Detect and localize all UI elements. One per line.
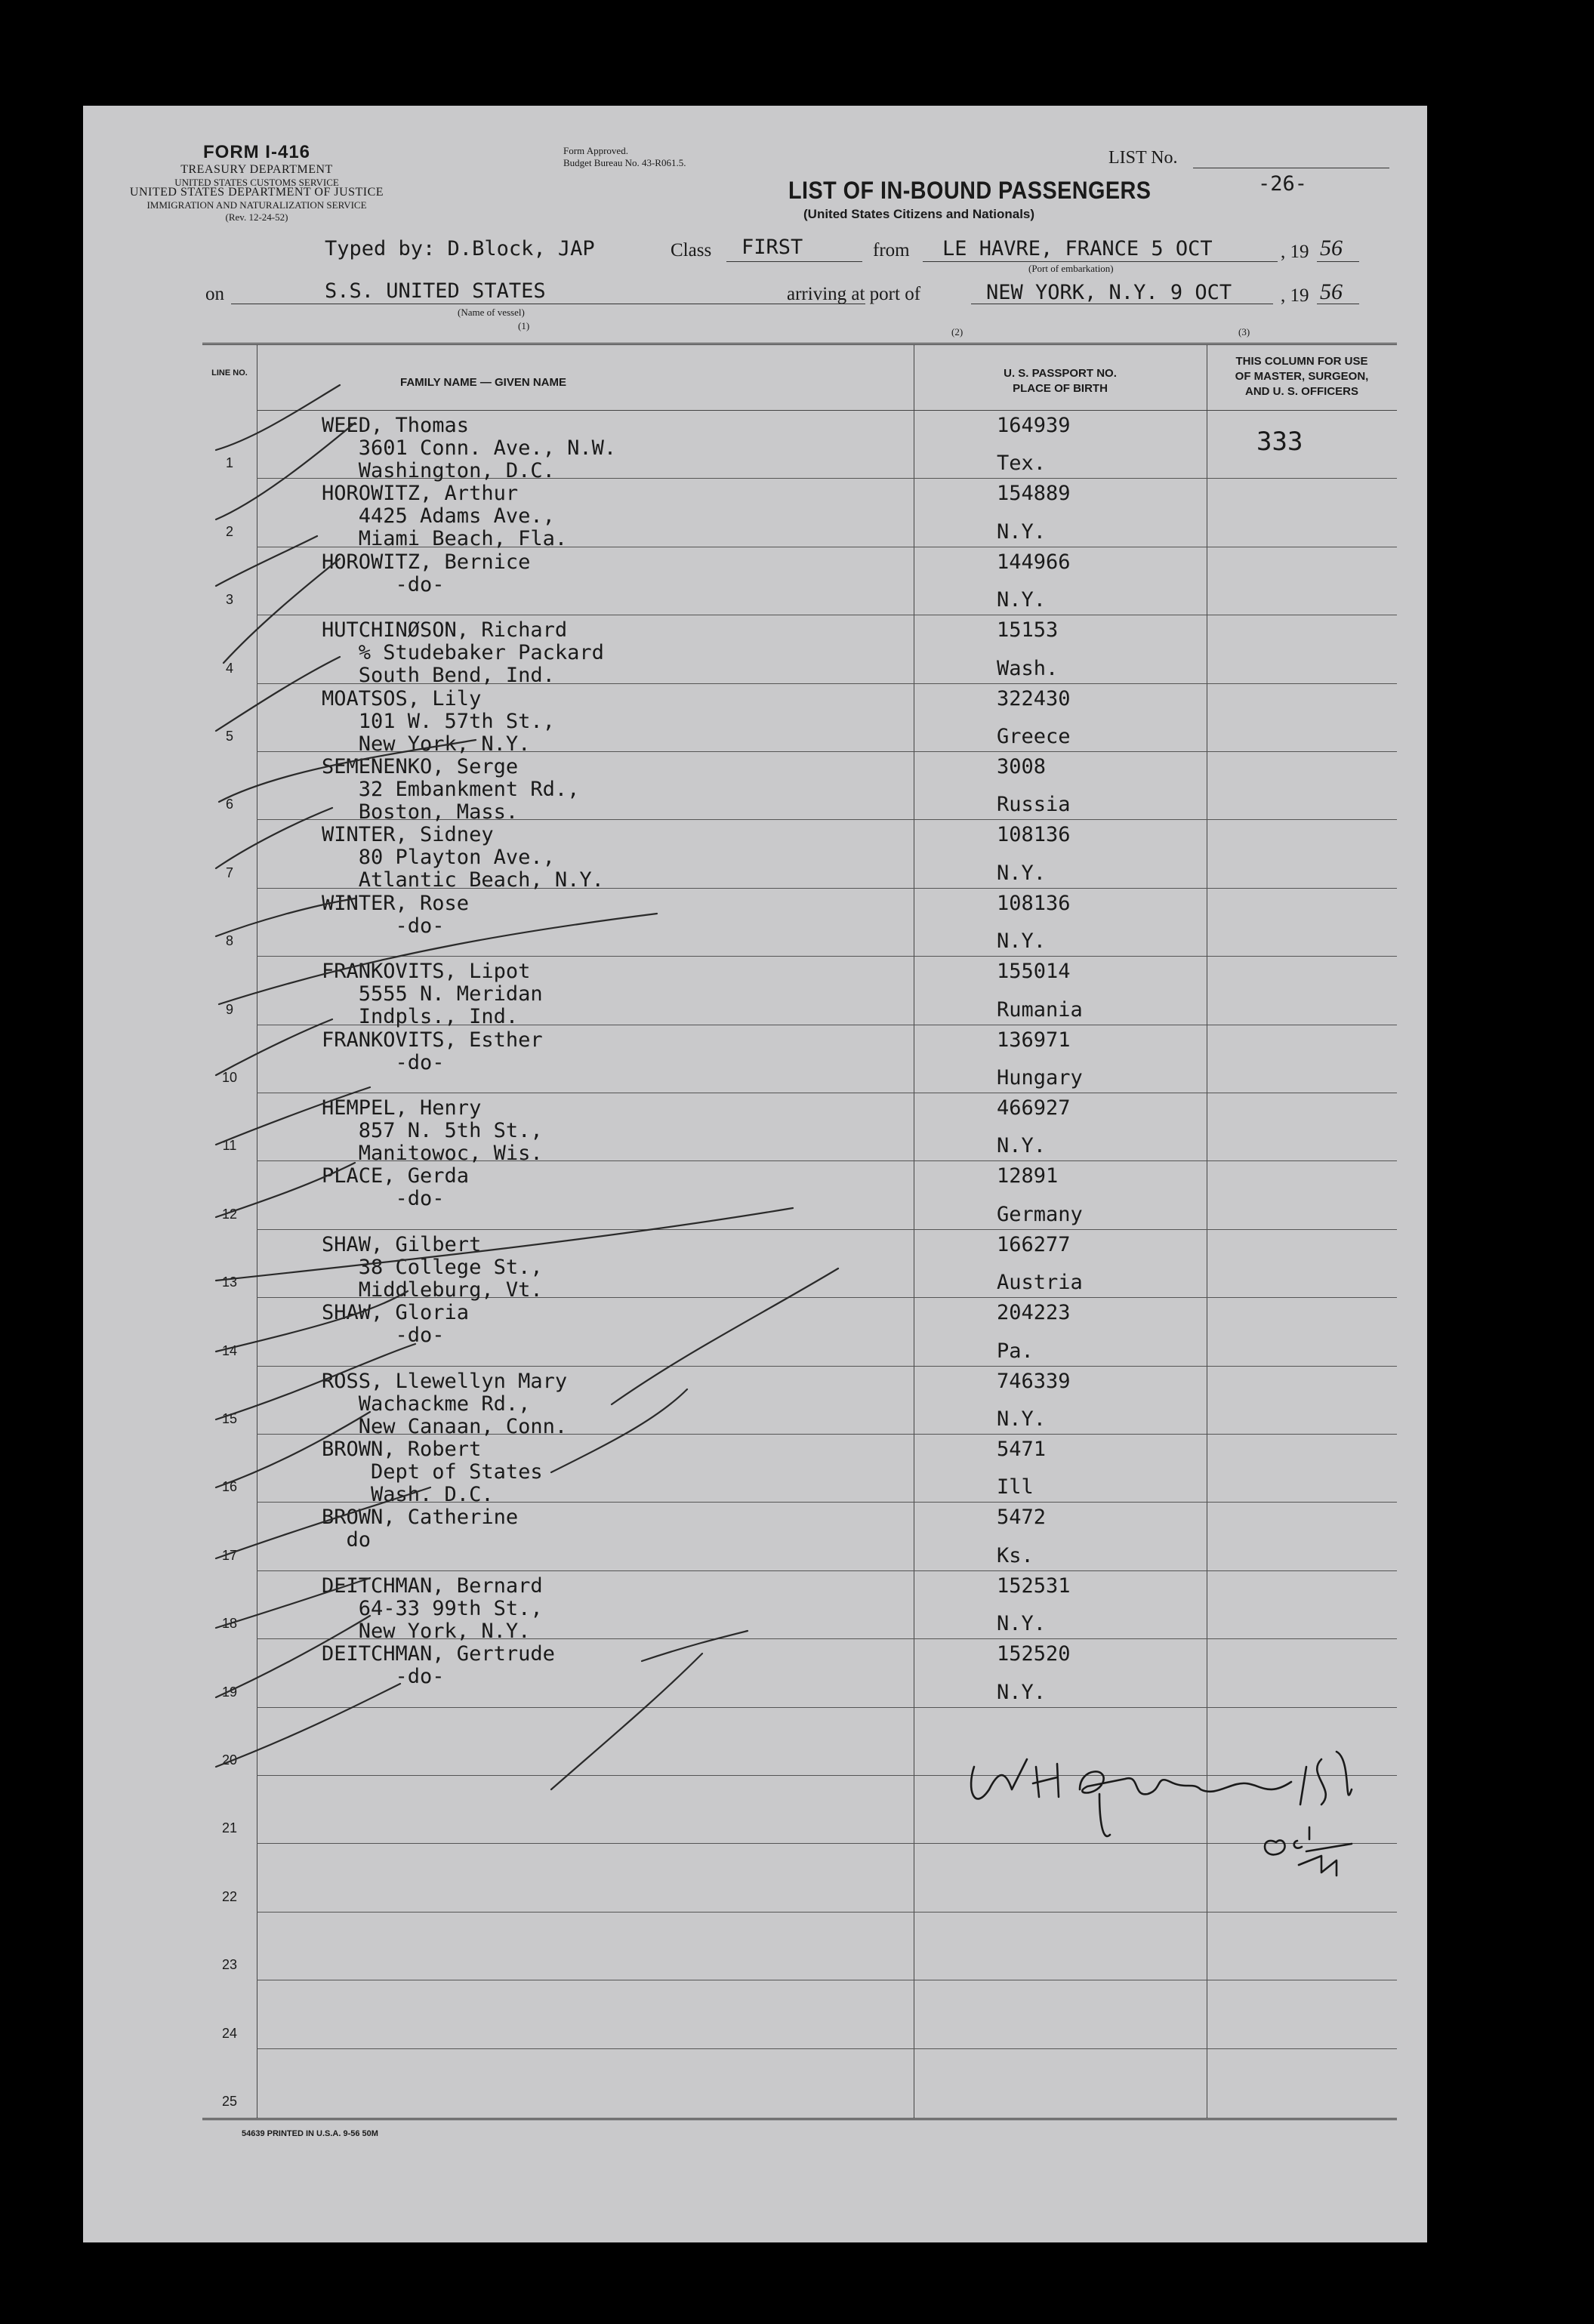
col-header-name: FAMILY NAME — GIVEN NAME xyxy=(399,376,567,389)
officer-note-333: 333 xyxy=(1256,427,1303,457)
passport-number: 746339 xyxy=(997,1369,1071,1393)
passenger-address-line: 64-33 99th St., xyxy=(322,1596,543,1620)
passenger-address-line: % Studebaker Packard xyxy=(322,641,604,665)
passenger-address-line: 101 W. 57th St., xyxy=(322,709,555,733)
from-underline xyxy=(923,261,1278,262)
col2-marker: (2) xyxy=(951,326,963,338)
passenger-name-address xyxy=(322,619,604,687)
department-block-2 xyxy=(106,186,408,223)
passport-number: 15153 xyxy=(997,618,1059,643)
passport-number: 166277 xyxy=(997,1232,1071,1256)
passport-number: 154889 xyxy=(997,482,1071,506)
line-number: 8 xyxy=(225,933,233,949)
passenger-address-line: New Canaan, Conn. xyxy=(322,1414,568,1438)
list-no-value: -26- xyxy=(1258,172,1308,196)
list-no-label: LIST No. xyxy=(1108,148,1178,168)
passenger-name-address xyxy=(322,551,530,596)
passenger-address-line: South Bend, Ind. xyxy=(322,664,555,688)
passenger-address-line: Wachackme Rd., xyxy=(322,1392,531,1416)
place-of-birth: N.Y. xyxy=(997,1680,1047,1704)
typed-by: Typed by: D.Block, JAP xyxy=(325,237,595,260)
class-underline xyxy=(726,261,862,262)
place-of-birth: Germany xyxy=(997,1202,1083,1226)
passenger-name-address xyxy=(322,1165,469,1210)
passenger-address-line: Dept of States xyxy=(322,1460,543,1484)
passenger-name-address xyxy=(322,960,543,1028)
line-number: 4 xyxy=(225,660,233,676)
passenger-address-line: Atlantic Beach, N.Y. xyxy=(322,868,604,892)
year-prefix: , 19 xyxy=(1281,242,1309,262)
passenger-address-line: 857 N. 5th St., xyxy=(322,1119,543,1142)
place-of-birth: Austria xyxy=(997,1271,1083,1295)
header-rule xyxy=(257,410,1397,411)
place-of-birth: Greece xyxy=(997,725,1071,748)
passenger-address-line: -do- xyxy=(322,1665,445,1689)
line-number: 15 xyxy=(221,1411,238,1426)
place-of-birth: Russia xyxy=(997,793,1071,817)
line-number: 18 xyxy=(221,1616,238,1632)
col-header-line-no: LINE NO. xyxy=(211,368,248,378)
revision: (Rev. 12-24-52) xyxy=(225,211,288,223)
place-of-birth: Rumania xyxy=(997,997,1083,1022)
passenger-name: HOROWITZ, Bernice xyxy=(322,550,531,574)
line-number: 9 xyxy=(225,1001,233,1017)
place-of-birth: Ks. xyxy=(997,1543,1034,1567)
passenger-name: SHAW, Gloria xyxy=(322,1301,470,1325)
passport-number: 155014 xyxy=(997,960,1071,984)
col-header-passport-2: PLACE OF BIRTH xyxy=(1013,382,1108,395)
form-approval xyxy=(563,145,686,169)
passport-number: 3008 xyxy=(997,755,1047,778)
arrival-year-prefix: , 19 xyxy=(1281,285,1309,306)
line-number: 5 xyxy=(225,729,233,744)
passenger-address-line: Middleburg, Vt. xyxy=(322,1278,543,1302)
line-number: 23 xyxy=(221,1957,238,1973)
passenger-name: ROSS, Llewellyn Mary xyxy=(322,1369,568,1393)
class-value: FIRST xyxy=(742,236,803,259)
passenger-name: PLACE, Gerda xyxy=(322,1164,470,1188)
passenger-name-address xyxy=(322,756,579,824)
passenger-address-line: 3601 Conn. Ave., N.W. xyxy=(322,436,617,460)
dept-line-1: TREASURY DEPARTMENT xyxy=(180,163,333,176)
form-title: LIST OF IN-BOUND PASSENGERS xyxy=(788,177,1152,204)
col-header-officers-2: OF MASTER, SURGEON, xyxy=(1235,370,1369,383)
passenger-address-line: -do- xyxy=(322,1187,445,1211)
on-label: on xyxy=(205,284,224,304)
row-rule xyxy=(257,1366,1397,1367)
passenger-name-address xyxy=(322,1097,543,1165)
place-of-birth: N.Y. xyxy=(997,929,1047,954)
dept-line-2: UNITED STATES CUSTOMS SERVICE xyxy=(174,177,339,188)
passenger-address-line: -do- xyxy=(322,572,445,596)
place-of-birth: N.Y. xyxy=(997,1134,1047,1158)
passenger-name-address xyxy=(322,1643,555,1688)
vessel-name: S.S. UNITED STATES xyxy=(325,279,546,303)
departure-year: 56 xyxy=(1320,236,1343,260)
row-rule xyxy=(257,1843,1397,1844)
form-number: FORM I-416 xyxy=(202,142,311,162)
print-footer: 54639 PRINTED IN U.S.A. 9-56 50M xyxy=(242,2129,378,2138)
place-of-birth: N.Y. xyxy=(997,1612,1047,1636)
passenger-name: BROWN, Robert xyxy=(322,1438,482,1461)
passenger-name: HEMPEL, Henry xyxy=(322,1096,482,1120)
dept-line-4: IMMIGRATION AND NATURALIZATION SERVICE xyxy=(146,199,367,211)
row-rule xyxy=(257,1912,1397,1913)
line-number: 25 xyxy=(221,2094,238,2109)
passenger-name-address xyxy=(322,1506,518,1552)
line-number: 6 xyxy=(225,797,233,812)
place-of-birth: Wash. xyxy=(997,656,1059,680)
passenger-name-address xyxy=(322,1302,469,1347)
from-label: from xyxy=(873,240,910,260)
col-header-officers-1: THIS COLUMN FOR USE xyxy=(1235,355,1368,368)
passport-number: 5472 xyxy=(997,1506,1047,1530)
passport-number: 466927 xyxy=(997,1096,1071,1120)
passport-number: 144966 xyxy=(997,550,1071,574)
passenger-name: FRANKOVITS, Lipot xyxy=(322,960,531,984)
passenger-address-line: 32 Embankment Rd., xyxy=(322,778,580,801)
passenger-name-address xyxy=(322,1575,543,1643)
line-number: 21 xyxy=(221,1820,238,1836)
passenger-address-line: -do- xyxy=(322,914,445,938)
form-subtitle: (United States Citizens and Nationals) xyxy=(803,207,1035,221)
passenger-name: MOATSOS, Lily xyxy=(322,686,482,710)
place-of-birth: Pa. xyxy=(997,1339,1034,1363)
passenger-address-line: 4425 Adams Ave., xyxy=(322,504,555,529)
passenger-address-line: -do- xyxy=(322,1050,445,1074)
col-header-passport-1: U. S. PASSPORT NO. xyxy=(1004,367,1117,380)
embarkation-value: LE HAVRE, FRANCE 5 OCT xyxy=(942,237,1213,260)
passenger-name-address xyxy=(322,892,469,938)
passenger-address-line: 38 College St., xyxy=(322,1255,543,1279)
dept-line-3: UNITED STATES DEPARTMENT OF JUSTICE xyxy=(129,186,384,199)
passenger-name: DEITCHMAN, Gertrude xyxy=(322,1642,555,1666)
row-rule xyxy=(257,1229,1397,1230)
year-underline xyxy=(1317,261,1359,262)
passenger-name-address xyxy=(322,824,604,892)
col3-marker: (3) xyxy=(1238,326,1250,338)
line-number: 10 xyxy=(221,1070,238,1085)
passenger-address-line: Wash. D.C. xyxy=(322,1483,494,1506)
col-header-passport xyxy=(914,366,1207,396)
passenger-name-address xyxy=(322,1370,567,1438)
passenger-address-line: 80 Playton Ave., xyxy=(322,846,555,870)
passenger-name: SHAW, Gilbert xyxy=(322,1232,482,1256)
line-number: 13 xyxy=(221,1275,238,1290)
passport-number: 322430 xyxy=(997,686,1071,710)
line-number: 19 xyxy=(221,1684,238,1700)
passenger-manifest-form xyxy=(83,106,1427,2242)
line-number: 22 xyxy=(221,1888,238,1904)
passenger-address-line: Miami Beach, Fla. xyxy=(322,527,568,551)
passenger-name: BROWN, Catherine xyxy=(322,1506,519,1530)
place-of-birth: Hungary xyxy=(997,1066,1083,1090)
line-number: 24 xyxy=(221,2025,238,2041)
passenger-name-address xyxy=(322,1438,543,1506)
arrival-value: NEW YORK, N.Y. 9 OCT xyxy=(986,281,1232,304)
line-number: 20 xyxy=(221,1752,238,1768)
passenger-table xyxy=(202,343,1397,2120)
passenger-name-address xyxy=(322,1234,543,1302)
place-of-birth: N.Y. xyxy=(997,519,1047,544)
passenger-name-address xyxy=(322,415,616,482)
line-number: 11 xyxy=(222,1138,237,1154)
passenger-address-line: 5555 N. Meridan xyxy=(322,982,543,1006)
passport-number: 152531 xyxy=(997,1573,1071,1598)
place-of-birth: N.Y. xyxy=(997,588,1047,612)
passenger-name-address xyxy=(322,688,555,756)
passport-number: 152520 xyxy=(997,1642,1071,1666)
passenger-address-line: -do- xyxy=(322,1324,445,1348)
passenger-name: DEITCHMAN, Bernard xyxy=(322,1573,543,1598)
approval-line-1: Form Approved. xyxy=(563,145,628,156)
line-number: 1 xyxy=(225,455,233,471)
place-of-birth: Ill xyxy=(997,1475,1034,1500)
passport-number: 108136 xyxy=(997,823,1071,847)
row-rule xyxy=(257,1707,1397,1708)
row-rule xyxy=(257,956,1397,957)
col1-marker: (1) xyxy=(518,320,530,331)
row-rule xyxy=(257,2048,1397,2049)
line-number: 17 xyxy=(221,1547,238,1563)
passenger-name-address xyxy=(322,482,567,550)
passenger-name: HUTCHINØSON, Richard xyxy=(322,618,568,643)
passenger-address-line: do xyxy=(322,1528,372,1552)
passenger-name: FRANKOVITS, Esther xyxy=(322,1028,543,1052)
vessel-caption: (Name of vessel) xyxy=(458,307,525,318)
col-header-officers-3: AND U. S. OFFICERS xyxy=(1244,385,1358,398)
passport-number: 12891 xyxy=(997,1164,1059,1188)
col-header-officers xyxy=(1207,354,1397,399)
passenger-address-line: Boston, Mass. xyxy=(322,800,519,824)
passenger-name: WINTER, Rose xyxy=(322,891,470,915)
line-number: 16 xyxy=(221,1479,238,1495)
passport-number: 5471 xyxy=(997,1438,1047,1461)
passport-number: 108136 xyxy=(997,891,1071,915)
passenger-name: WINTER, Sidney xyxy=(322,823,494,847)
approval-line-2: Budget Bureau No. 43-R061.5. xyxy=(563,157,686,168)
place-of-birth: N.Y. xyxy=(997,861,1047,885)
line-number: 14 xyxy=(221,1342,238,1358)
passport-number: 136971 xyxy=(997,1028,1071,1052)
passenger-address-line: Manitowoc, Wis. xyxy=(322,1142,543,1165)
line-number: 2 xyxy=(225,523,233,539)
row-rule xyxy=(257,1775,1397,1776)
passenger-address-line: New York, N.Y. xyxy=(322,732,531,756)
passport-number: 204223 xyxy=(997,1301,1071,1325)
place-of-birth: Tex. xyxy=(997,452,1047,476)
place-of-birth: N.Y. xyxy=(997,1407,1047,1431)
passenger-name: HOROWITZ, Arthur xyxy=(322,482,519,506)
passenger-address-line: Washington, D.C. xyxy=(322,459,555,482)
arrival-year: 56 xyxy=(1320,279,1343,304)
passenger-name: SEMENENKO, Serge xyxy=(322,755,519,778)
class-label: Class xyxy=(671,240,712,260)
arriving-label: arriving at port of xyxy=(787,284,921,304)
line-number: 12 xyxy=(221,1206,238,1222)
line-number: 7 xyxy=(225,865,233,880)
passenger-name: WEED, Thomas xyxy=(322,414,470,437)
passport-number: 164939 xyxy=(997,414,1071,437)
department-block xyxy=(159,142,355,189)
line-number: 3 xyxy=(225,592,233,608)
row-rule xyxy=(257,1570,1397,1571)
port-caption: (Port of embarkation) xyxy=(1028,263,1114,274)
passenger-address-line: Indpls., Ind. xyxy=(322,1005,519,1029)
passenger-name-address xyxy=(322,1029,543,1074)
passenger-address-line: New York, N.Y. xyxy=(322,1619,531,1643)
